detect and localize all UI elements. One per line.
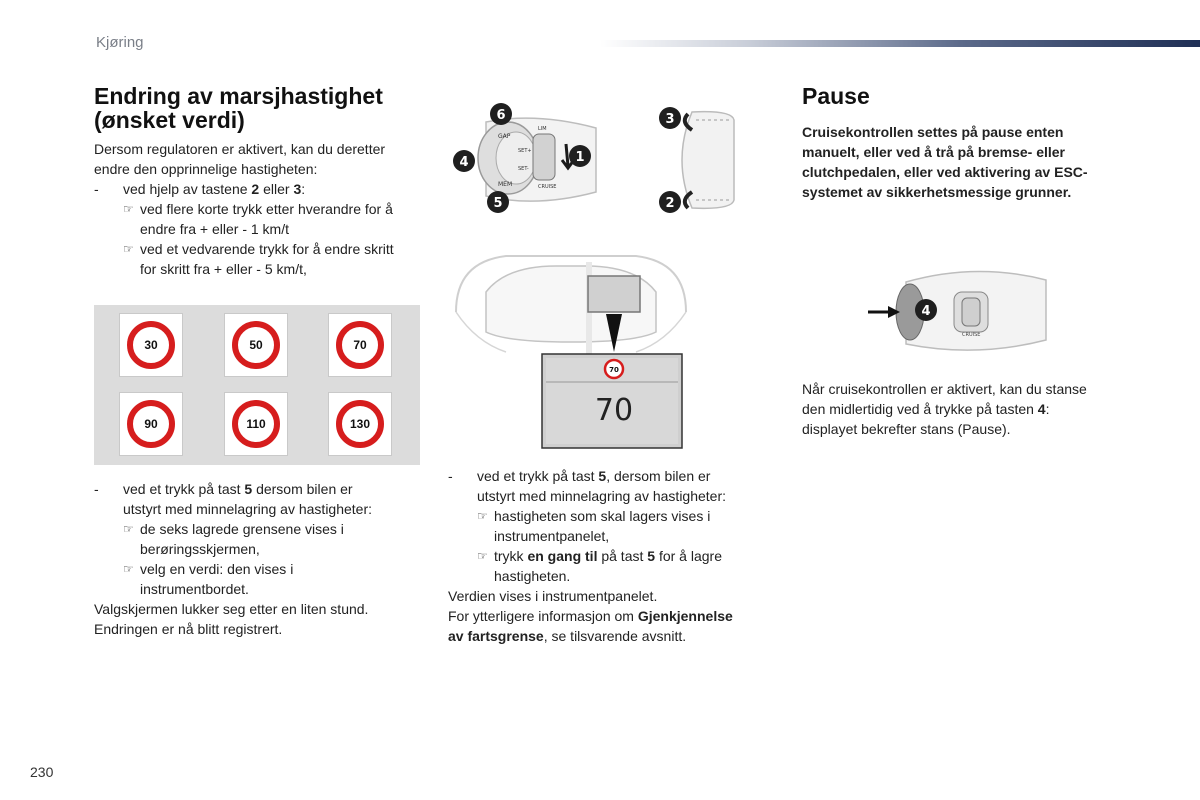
speed-sign-box	[119, 392, 183, 456]
display-speed-value: 70	[594, 393, 634, 428]
speed-sign-box	[328, 392, 392, 456]
speed-sign-box	[119, 313, 183, 377]
intro-line: Dersom regulatoren er aktivert, kan du deretter	[94, 141, 386, 157]
pause-intro-line: manuelt, eller ved å trå på bremse- eller	[802, 144, 1066, 160]
bullet-text: ved hjelp av tastene 2 eller 3:	[123, 181, 306, 197]
pointing-hand-icon: ☞	[123, 522, 134, 536]
left-bottom-block	[94, 479, 434, 639]
pause-intro-line: clutchpedalen, eller ved aktivering av ESC-	[802, 164, 1088, 180]
stalk-text: LIM	[538, 126, 547, 132]
left-intro-block	[94, 139, 434, 279]
display-speed-sign: 70	[609, 366, 619, 374]
speed-sign-box	[224, 392, 288, 456]
dash-marker: -	[94, 481, 99, 497]
bullet-text: ved et trykk på tast 5, dersom bilen er utstyrt med minnelagring av hastigheter:	[477, 468, 727, 504]
speed-limit-sign: 130	[336, 400, 384, 448]
info-line: For ytterligere informasjon om Gjenkjennelse av fartsgrense, se tilsvarende avsnitt.	[448, 608, 733, 644]
speed-sign-panel	[94, 305, 420, 465]
stalk-text: SET+	[518, 148, 532, 154]
section-title: Kjøring	[96, 34, 144, 51]
speed-limit-sign: 50	[232, 321, 280, 369]
speed-sign-box	[224, 313, 288, 377]
pause-intro	[802, 122, 1142, 202]
callout-label: 6	[496, 108, 506, 123]
left-title-line2: (ønsket verdi)	[94, 107, 245, 133]
speed-limit-sign: 70	[336, 321, 384, 369]
bullet-text: ved et trykk på tast 5 dersom bilen er utstyrt med minnelagring av hastigheter:	[123, 481, 373, 517]
pointing-hand-icon: ☞	[123, 242, 134, 256]
stalk-text: GAP	[498, 133, 511, 140]
sub-bullet: ☞ trykk en gang til på tast 5 for å lagre hastigheten.	[477, 548, 722, 584]
dash-marker: -	[448, 468, 453, 484]
callout-label: 5	[493, 196, 503, 211]
pause-intro-line: Cruisekontrollen settes på pause enten	[802, 124, 1064, 140]
pause-stalk-figure	[866, 262, 1066, 362]
header-gradient-bar	[600, 40, 1200, 47]
speed-limit-sign: 90	[127, 400, 175, 448]
bullet-item	[94, 479, 434, 519]
pointing-hand-icon: ☞	[123, 562, 134, 576]
pause-line: Når cruisekontrollen er aktivert, kan du stanse	[802, 381, 1087, 397]
dash-marker: -	[94, 181, 99, 197]
sub-bullet: ☞ de seks lagrede grensene vises i berøringsskjermen,	[123, 521, 344, 557]
bullet-item	[94, 179, 434, 199]
callout-label: 4	[459, 155, 469, 170]
closing-line: Valgskjermen lukker seg etter en liten stund.	[94, 601, 369, 617]
middle-text-block	[448, 466, 778, 646]
sub-bullet: ☞ velg en verdi: den vises i instrumentbordet.	[123, 561, 294, 597]
instrument-panel-figure	[446, 242, 696, 452]
bullet-item	[448, 466, 778, 506]
stalk-text: MEM	[498, 181, 513, 188]
pointing-hand-icon: ☞	[477, 509, 488, 523]
pause-text-block	[802, 379, 1142, 439]
speed-limit-sign: 30	[127, 321, 175, 369]
sub-bullet: ☞ ved flere korte trykk etter hverandre for å endre fra + eller - 1 km/t	[123, 201, 393, 237]
stalk-text: CRUISE	[962, 332, 981, 338]
pointing-hand-icon: ☞	[123, 202, 134, 216]
stalk-control-figure	[446, 100, 606, 220]
page-number: 230	[30, 764, 54, 780]
stalk-text: CRUISE	[538, 184, 557, 190]
callout-label: 1	[575, 150, 585, 165]
speed-sign-box	[328, 313, 392, 377]
stalk-side-figure	[652, 100, 752, 220]
left-title-line1: Endring av marsjhastighet	[94, 83, 383, 109]
pause-line: den midlertidig ved å trykke på tasten 4:	[802, 401, 1050, 417]
sub-bullet: ☞ ved et vedvarende trykk for å endre skritt for skritt fra + eller - 5 km/t,	[123, 241, 394, 277]
info-line: Verdien vises i instrumentpanelet.	[448, 588, 658, 604]
intro-line: endre den opprinnelige hastigheten:	[94, 161, 318, 177]
left-heading	[94, 84, 434, 132]
closing-line: Endringen er nå blitt registrert.	[94, 621, 283, 637]
pause-intro-line: systemet av sikkerhetsmessige grunner.	[802, 184, 1072, 200]
speed-limit-sign: 110	[232, 400, 280, 448]
callout-label: 4	[921, 304, 931, 319]
stalk-text: SET-	[518, 166, 529, 172]
pause-line: displayet bekrefter stans (Pause).	[802, 421, 1011, 437]
pointing-hand-icon: ☞	[477, 549, 488, 563]
callout-label: 3	[665, 112, 675, 127]
sub-bullet: ☞ hastigheten som skal lagers vises i instrumentpanelet,	[477, 508, 711, 544]
callout-label: 2	[665, 196, 675, 211]
pause-title: Pause	[802, 83, 870, 109]
